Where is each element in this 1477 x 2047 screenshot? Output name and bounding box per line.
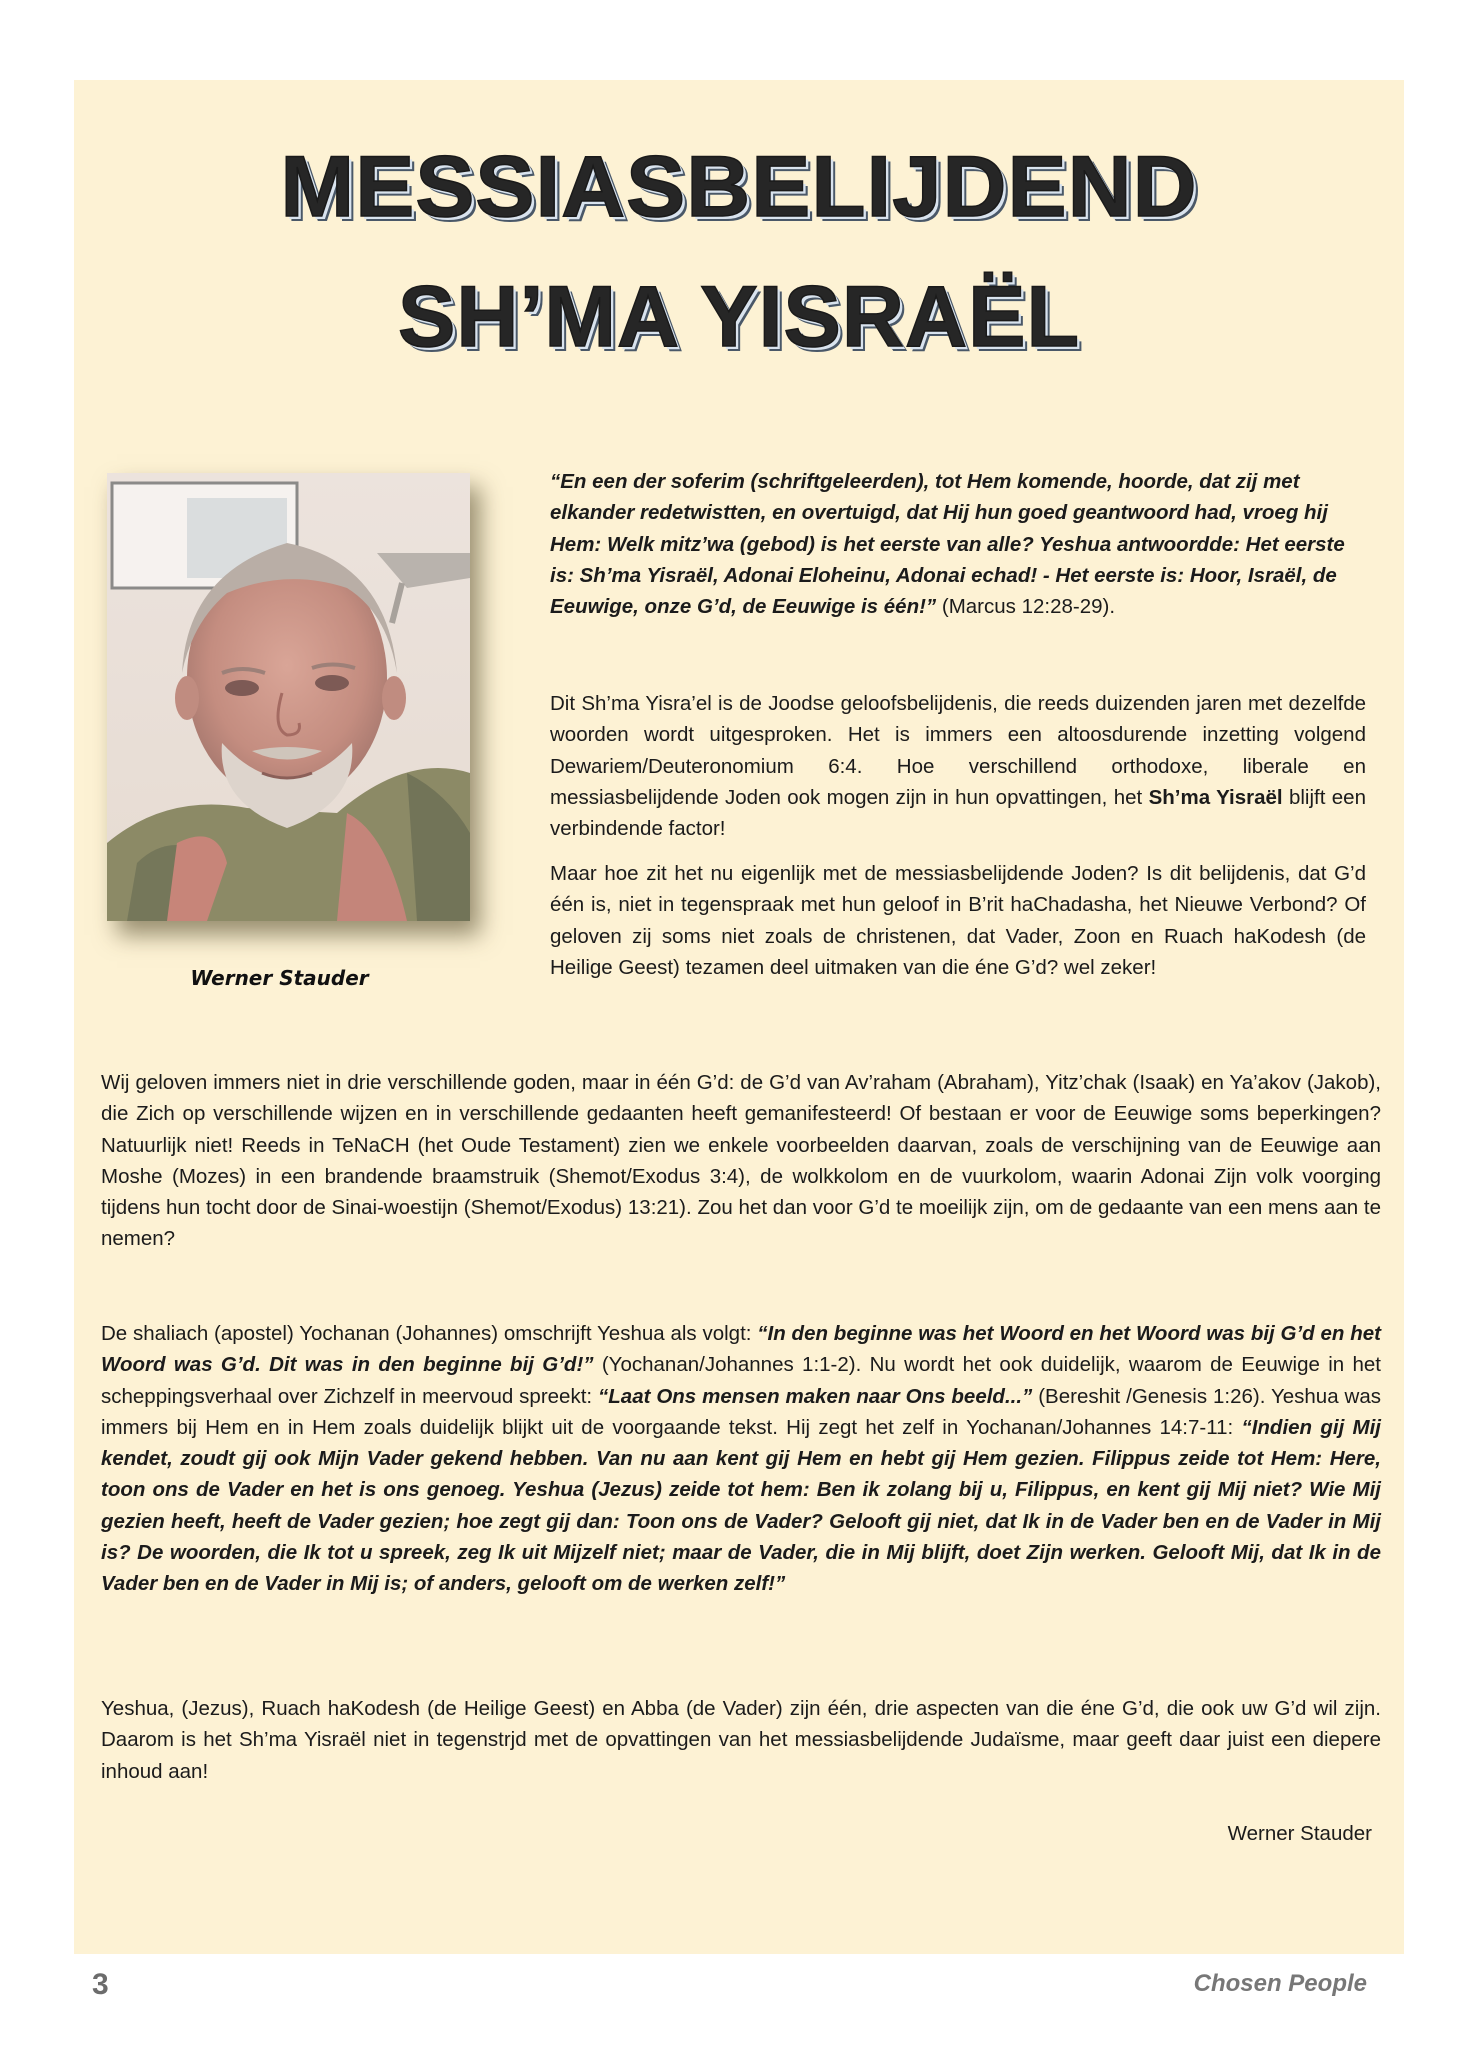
author-signature: Werner Stauder (1227, 1822, 1372, 1845)
shaliach-part2: (Yochanan/Johannes 1:1-2). Nu wordt het ook duidelijk, waarom de Eeuwige in het scheppingsverhaal over Zichzelf in meervoud spreekt: (101, 1353, 1381, 1408)
shaliach-quote1: “In den beginne was het Woord en het Woord was bij G’d en het Woord was G’d. Dit was in den beginne bij G’d!” (101, 1322, 1381, 1377)
shaliach-quote3: “Indien gij Mij kendet, zoudt gij ook Mijn Vader gekend hebben. Van nu aan kent gij Hem en hebt gij Hem gezien. Filippus zeide tot Hem: Here, toon ons de Vader en het is ons genoeg. Yeshua (Jezus) zeide tot hem: Ben ik zolang bij u, Filippus, en kent gij Mij niet? Wie Mij gezien heeft, heeft de Vader gezien; hoe zegt gij dan: Toon ons de Vader? Gelooft gij niet, dat Ik in de Vader ben en de Vader in Mij is? De woorden, die Ik tot u spreek, zeg Ik uit Mijzelf niet; maar de Vader, die in Mij blijft, doet Zijn werken. Gelooft Mij, dat Ik in de Vader ben en de Vader in Mij is; of anders, gelooft om de werken zelf!” (101, 1415, 1381, 1596)
page-title-line1: MESSIASBELIJDEND (280, 139, 1198, 235)
intro-quote-reference: (Marcus 12:28-29). (936, 595, 1116, 619)
paragraph-maar: Maar hoe zit het nu eigenlijk met de messiasbelijdende Joden? Is dit belijdenis, dat G’d één is, niet in tegenspraak met hun geloof in B’rit haChadasha, het Nieuwe Verbond? Of geloven zij soms niet zoals de christenen, dat Vader, Zoon en Ruach haKodesh (de Heilige Geest) tezamen deel uitmaken van die éne G’d? wel zeker! (550, 862, 1366, 979)
magazine-name: Chosen People (1193, 1970, 1367, 1997)
page-title-line2: SH’MA YISRAËL (398, 269, 1080, 365)
shaliach-part3: (Bereshit /Genesis 1:26). Yeshua was immers bij Hem en in Hem zoals duidelijk blijkt uit de voorgaande tekst. Hij zegt het zelf in Yochanan/Johannes 14:7-11: (101, 1384, 1381, 1439)
shaliach-part1: De shaliach (apostel) Yochanan (Johannes) omschrijft Yeshua als volgt: (101, 1322, 758, 1345)
paragraph-shaliach (101, 1318, 1381, 1600)
shaliach-quote2: “Laat Ons mensen maken naar Ons beeld...” (598, 1384, 1033, 1408)
intro-quote (550, 466, 1366, 622)
paragraph-wij: Wij geloven immers niet in drie verschillende goden, maar in één G’d: de G’d van Av’raham (Abraham), Yitz’chak (Isaak) en Ya’akov (Jakob), die Zich op verschillende wijzen en in verschillende gedaanten heeft gemanifesteerd! Of bestaan er voor de Eeuwige soms beperkingen? Natuurlijk niet! Reeds in TeNaCH (het Oude Testament) zien we enkele voorbeelden daarvan, zoals de verschijning van de Eeuwige aan Moshe (Mozes) in een brandende braamstruik (Shemot/Exodus 3:4), de wolkkolom en de vuurkolom, waarin Adonai Zijn volk voorging tijdens hun tocht door de Sinai-woestijn (Shemot/Exodus) 13:21). Zou het dan voor G’d te moeilijk zijn, om de gedaante van een mens aan te nemen? (101, 1071, 1381, 1251)
portrait-image (107, 473, 470, 921)
author-photo (107, 473, 470, 921)
paragraph-dit (550, 688, 1366, 844)
page-number: 3 (92, 1968, 109, 2001)
article-panel (74, 80, 1404, 1954)
paragraph-yeshua: Yeshua, (Jezus), Ruach haKodesh (de Heilige Geest) en Abba (de Vader) zijn één, drie aspecten van die éne G’d, die ook uw G’d wil zijn. Daarom is het Sh’ma Yisraël niet in tegenstrjd met de opvattingen van het messiasbelijdende Judaïsme, maar geeft daar juist een diepere inhoud aan! (101, 1697, 1381, 1783)
paragraph-dit-text: Dit Sh’ma Yisra’el is de Joodse geloofsbelijdenis, die reeds duizenden jaren met dezelfde woorden wordt uitgesproken. Het is immers een altoosdurende inzetting volgend Dewariem/Deuteronomium 6:4. Hoe verschillend orthodoxe, liberale en messiasbelijdende Joden ook mogen zijn in hun opvattingen, het (550, 692, 1366, 809)
paragraph-dit-tail: blijft een verbindende factor! (550, 785, 1366, 841)
intro-quote-text: “En een der soferim (schriftgeleerden), tot Hem komende, hoorde, dat zij met elkander redetwistten, en overtuigd, dat Hij hun goed geantwoord had, vroeg hij Hem: Welk mitz’wa (gebod) is het eerste van alle? Yeshua antwoordde: Het eerste is: Sh’ma Yisraël, Adonai Eloheinu, Adonai echad! - Het eerste is: Hoor, Israël, de Eeuwige, onze G’d, de Eeuwige is één!” (550, 470, 1345, 619)
photo-caption: Werner Stauder (190, 966, 369, 990)
paragraph-dit-bold: Sh’ma Yisraël (1148, 785, 1283, 809)
